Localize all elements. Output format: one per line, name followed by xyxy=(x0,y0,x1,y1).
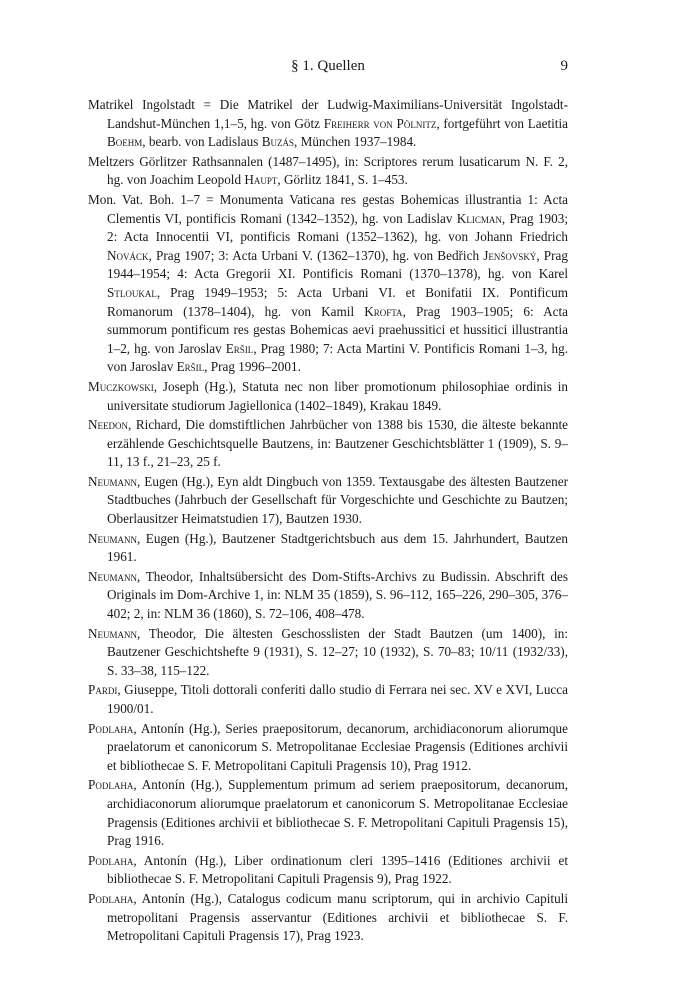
author-name: Podlaha xyxy=(88,777,134,793)
entry-text: , Richard, Die domstiftlichen Jahrbücher von 1388 bis 1530, die älteste bekannte erzählende Geschichtsquelle Bautzens, in: Bautzener Geschichtsblätter 1 (1909), S. 9–11, 13 f., 21–23, 25 f. xyxy=(107,417,568,470)
entry-text: Mon. Vat. Boh. 1–7 = Monumenta Vaticana res gestas Bohemicas illustrantia 1: Acta Clementis VI, pontificis Romani (1342–1352), hg. von Ladislav xyxy=(88,191,568,226)
author-name: Neumann xyxy=(88,625,138,641)
bibliography-entry xyxy=(88,153,568,190)
bibliography-entry xyxy=(88,681,568,718)
entry-text: , Antonín (Hg.), Catalogus codicum manu scriptorum, qui in archivio Capituli metropolitani Pragensis asservantur (Editiones archivii et bibliothecae S. F. Metropolitani Capituli Pragensis 17), Prag 1923. xyxy=(107,890,568,944)
entry-text: , Joseph (Hg.), Statuta nec non liber promotionum philosophiae ordinis in universitate studiorum Jagiellonica (1402–1849), Krakau 1849. xyxy=(107,378,568,413)
entry-text: , Prag 1903; 2: Acta Innocentii VI, pontificis Romani (1352–1362), hg. von Johann Friedrich xyxy=(107,210,569,245)
bibliography-entry xyxy=(88,625,568,681)
entry-text: , München 1937–1984. xyxy=(294,134,417,150)
entry-text: , Eugen (Hg.), Eyn aldt Dingbuch von 1359. Textausgabe des ältesten Bautzener Stadtbuches (Jahrbuch der Gesellschaft für Vorgeschichte und Geschichte zu Bautzen; Oberlausitzer Heimatstudien 17), Bautzen 1930. xyxy=(107,473,568,527)
running-header xyxy=(88,58,568,82)
entry-text: , Prag 1949–1953; 5: Acta Urbani VI. et Bonifatii IX. Pontificum Romanorum (1378–1404), hg. von Kamil xyxy=(107,284,568,319)
entry-text: , bearb. von Ladislaus xyxy=(142,134,262,150)
author-name: Neumann xyxy=(88,530,138,546)
page-number: 9 xyxy=(560,58,568,74)
entry-text: , Theodor, Die ältesten Geschosslisten der Stadt Bautzen (um 1400), in: Bautzener Geschichtshefte 9 (1931), S. 12–27; 10 (1932), S. 70–83; 10/11 (1932/33), S. 33–38, 115–122. xyxy=(107,625,568,678)
author-name: Neumann xyxy=(88,568,138,584)
entry-text: , Antonín (Hg.), Liber ordinationum cleri 1395–1416 (Editiones archivii et bibliothecae S. F. Metropolitani Capituli Pragensis 9), Prag 1922. xyxy=(107,852,568,887)
bibliography-entry xyxy=(88,890,568,946)
entry-text: , Prag 1907; 3: Acta Urbani V. (1362–1370), hg. von Bedřich xyxy=(148,247,484,263)
author-name: Eršil xyxy=(225,340,254,356)
entry-text: , Prag 1996–2001. xyxy=(204,359,301,375)
author-name: Freiherr von Pölnitz xyxy=(323,115,437,131)
entry-text: , fortgeführt von Laetitia xyxy=(436,115,568,131)
author-name: Pardi xyxy=(88,682,118,698)
entry-text: , Prag 1903–1905; 6: Acta summorum pontificum res gestas Bohemicas aevi praehussitici et hussitici illustrantia 1–2, hg. von Jaroslav xyxy=(107,303,568,356)
bibliography-entry xyxy=(88,776,568,850)
entry-text: , Görlitz 1841, S. 1–453. xyxy=(277,172,408,188)
author-name: Stloukal xyxy=(107,284,157,300)
author-name: Boehm xyxy=(107,134,143,150)
bibliography-entry xyxy=(88,530,568,567)
entry-text: Matrikel Ingolstadt = Die Matrikel der Ludwig-Maximilians-Universität Ingolstadt-Landshut-München 1,1–5, hg. von Götz xyxy=(88,97,568,131)
author-name: Jenšovský xyxy=(483,247,537,263)
bibliography-entry xyxy=(88,96,568,152)
bibliography-entry xyxy=(88,473,568,529)
author-name: Krofta xyxy=(364,303,403,319)
entry-text: , Prag 1944–1954; 4: Acta Gregorii XI. Pontificis Romani (1370–1378), hg. von Karel xyxy=(107,247,568,282)
bibliography-entry xyxy=(88,191,568,377)
author-name: Buzás xyxy=(261,134,294,150)
entry-text: , Theodor, Inhaltsübersicht des Dom-Stifts-Archivs zu Budissin. Abschrift des Originals im Dom-Archive 1, in: NLM 35 (1859), S. 96–112, 165–226, 290–305, 376–402; 2, in: NLM 36 (1860), S. 72–106, 408–478. xyxy=(107,568,568,622)
author-name: Needon xyxy=(88,417,129,433)
bibliography-entry xyxy=(88,378,568,415)
author-name: Nováck xyxy=(107,247,149,263)
bibliography-list xyxy=(88,96,568,947)
bibliography-entry xyxy=(88,568,568,624)
entry-text: , Giuseppe, Titoli dottorali conferiti dallo studio di Ferrara nei sec. XV e XVI, Lucca 1900/01. xyxy=(107,682,568,716)
bibliography-entry xyxy=(88,852,568,889)
entry-text: , Antonín (Hg.), Supplementum primum ad seriem praepositorum, decanorum, archidiaconorum aliorumque praelatorum et canonicorum S. Metropolitanae Ecclesiae Pragensis (Editiones archivii et bibliothecae S. F. Metropolitani Capituli Pragensis 15), Prag 1916. xyxy=(107,777,568,849)
author-name: Podlaha xyxy=(88,720,134,736)
entry-text: , Eugen (Hg.), Bautzener Stadtgerichtsbuch aus dem 15. Jahrhundert, Bautzen 1961. xyxy=(107,530,568,565)
bibliography-entry xyxy=(88,416,568,472)
section-title: § 1. Quellen xyxy=(291,58,365,74)
entry-text: , Antonín (Hg.), Series praepositorum, decanorum, archidiaconorum aliorumque praelatorum et canonicorum S. Metropolitanae Ecclesiae Pragensis (Editiones archivii et bibliothecae S. F. Metropolitani Capituli Pragensis 10), Prag 1912. xyxy=(107,720,568,773)
entry-text: , Prag 1980; 7: Acta Martini V. Pontificis Romani 1–3, hg. von Jaroslav xyxy=(107,340,569,375)
author-name: Eršil xyxy=(176,359,205,375)
author-name: Podlaha xyxy=(88,852,134,868)
entry-text: Meltzers Görlitzer Rathsannalen (1487–1495), in: Scriptores rerum lusaticarum N. F. 2, hg. von Joachim Leopold xyxy=(88,153,568,188)
bibliography-entry xyxy=(88,720,568,776)
author-name: Muczkowski xyxy=(88,378,154,394)
author-name: Neumann xyxy=(88,473,138,489)
author-name: Podlaha xyxy=(88,890,134,906)
author-name: Haupt xyxy=(244,172,278,188)
author-name: Klicman xyxy=(456,210,502,226)
